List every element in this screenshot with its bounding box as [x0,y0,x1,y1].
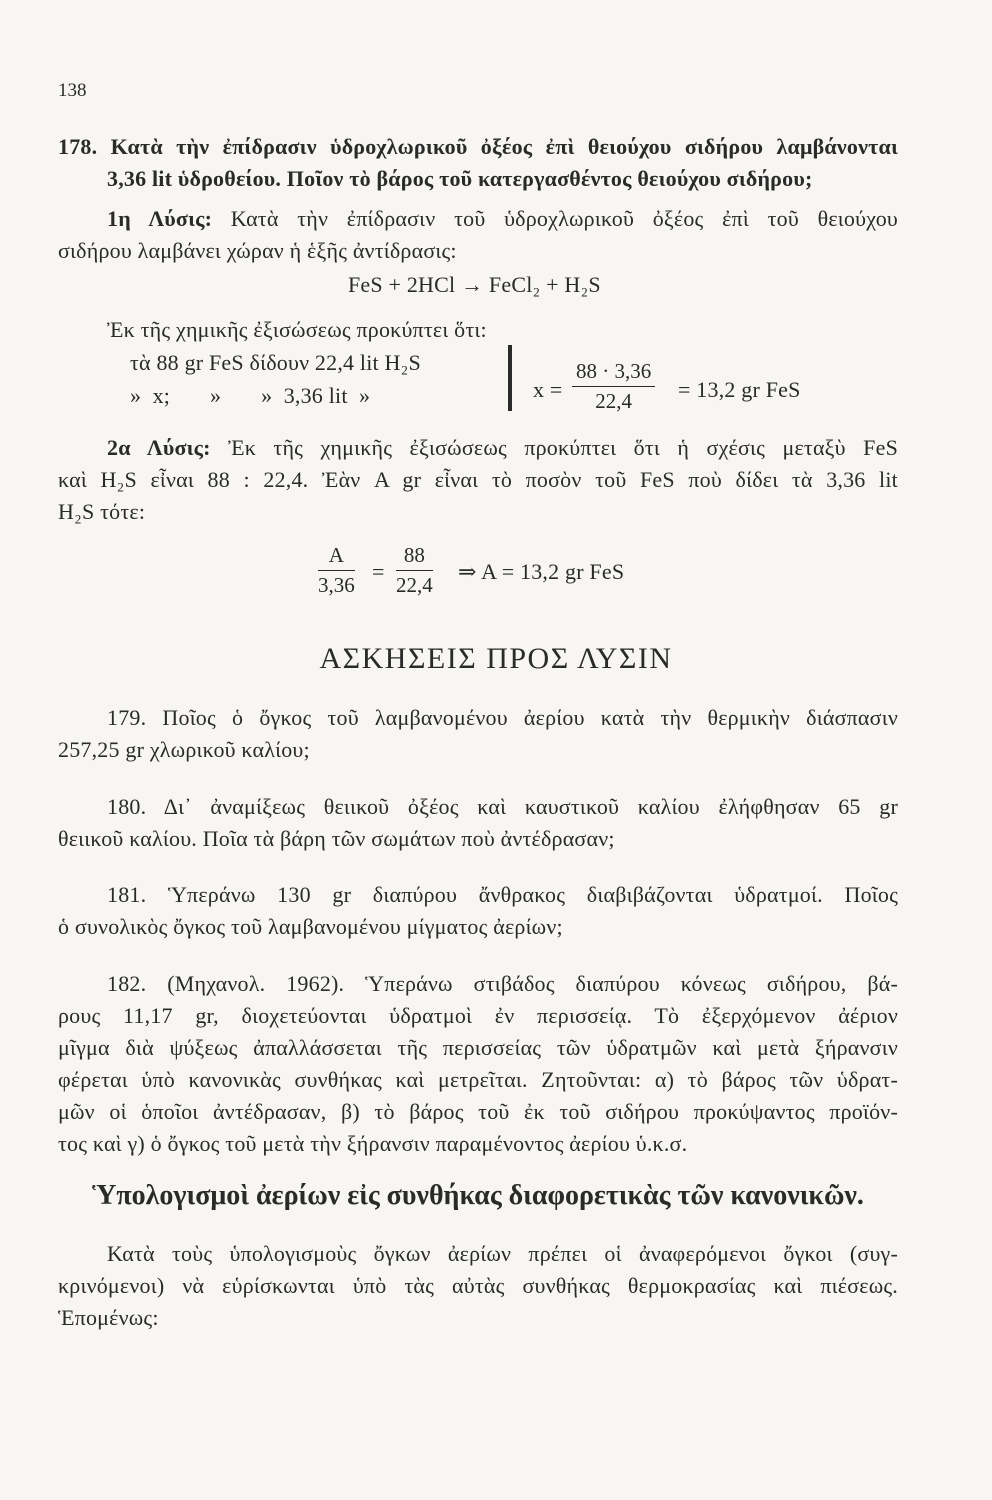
exercise-179-line-1: 179. Ποῖος ὁ ὄγκος τοῦ λαμβανομένου ἀερίου κατὰ τὴν θερμικὴν διάσπασιν [107,705,898,730]
exercise-180-line-2: θειικοῦ καλίου. Ποῖα τὰ βάρη τῶν σωμάτων ποὺ ἀντέδρασαν; [58,826,615,851]
exercise-182-line-3: μῖγμα διὰ ψύξεως ἀπαλλάσσεται τῆς περισσείας τῶν ὑδρατμῶν καὶ μετὰ ξήρανσιν [58,1035,898,1060]
fraction-a-numerator: A [318,543,355,571]
solution-2-label: 2α Λύσις: [107,435,211,460]
exercise-180-line-1: 180. Δι᾽ ἀναμίξεως θειικοῦ ὀξέος καὶ καυστικοῦ καλίου ἐλήφθησαν 65 gr [107,794,898,819]
solution-1-line-2: σιδήρου λαμβάνει χώραν ἡ ἑξῆς ἀντίδρασις: [58,238,457,263]
x-fraction [572,359,655,414]
page-number: 138 [58,80,87,101]
exercise-182-line-6: τος καὶ γ) ὁ ὄγκος τοῦ μετὰ τὴν ξήρανσιν παραμένοντος ἀερίου ὑ.κ.σ. [58,1131,688,1156]
exercise-179-line-2: 257,25 gr χλωρικοῦ καλίου; [58,737,310,762]
solution-2-text: Ἐκ τῆς χημικῆς ἐξισώσεως προκύπτει ὅτι ἡ σχέσις μεταξὺ FeS [228,435,899,460]
fraction-a-denominator: 3,36 [318,573,355,597]
solution-2-result: ⇒ A = 13,2 gr FeS [458,559,625,584]
solution-1-text: Κατὰ τὴν ἐπίδρασιν τοῦ ὑδροχλωρικοῦ ὀξέος ἐπὶ τοῦ θειούχου [230,206,898,231]
subsection-heading: Ὑπολογισμοὶ ἀερίων εἰς συνθήκας διαφορετικὰς τῶν κανονικῶν. [92,1180,864,1211]
x-fraction-numerator: 88 · 3,36 [572,359,655,387]
proportion-row-1: τὰ 88 gr FeS δίδουν 22,4 lit H₂S [130,350,421,375]
equals-sign: = [372,559,385,584]
fraction-a [318,543,355,598]
exercise-182-line-1: 182. (Μηχανολ. 1962). Ὑπεράνω στιβάδος διαπύρου κόνεως σιδήρου, βά- [107,971,898,996]
solution-1-line-1 [107,206,898,232]
x-equals: x = [533,377,563,402]
exercise-182-line-4: φέρεται ὑπὸ κανονικὰς συνθήκας καὶ μετρεῖται. Ζητοῦνται: α) τὸ βάρος τῶν ὑδρατ- [58,1067,898,1092]
proportion-divider [508,345,512,411]
proportion-row-2: » x; » » 3,36 lit » [130,383,371,408]
solution-1-intro: Ἐκ τῆς χημικῆς ἐξισώσεως προκύπτει ὅτι: [107,317,487,342]
solution-2-line-1 [107,435,898,461]
problem-178-line-2: 3,36 lit ὑδροθείου. Ποῖον τὸ βάρος τοῦ κατεργασθέντος θειούχου σιδήρου; [107,166,813,191]
fraction-88-numerator: 88 [396,543,433,571]
exercise-182-line-5: μῶν οἱ ὁποῖοι ἀντέδρασαν, β) τὸ βάρος τοῦ ἐκ τοῦ σιδήρου προκύψαντος προϊόν- [58,1099,898,1124]
fraction-88 [396,543,433,598]
exercise-181-line-1: 181. Ὑπεράνω 130 gr διαπύρου ἄνθρακος διαβιβάζονται ὑδρατμοί. Ποῖος [107,882,898,907]
solution-1-label: 1η Λύσις: [107,206,213,231]
exercise-182-line-2: ρους 11,17 gr, διοχετεύονται ὑδρατμοὶ ἐν περισσείᾳ. Τὸ ἐξερχόμενον ἀέριον [58,1003,898,1028]
solution-2-line-3: H₂S τότε: [58,499,146,524]
reaction-equation: FeS + 2HCl → FeCl₂ + H₂S [348,272,601,297]
fraction-88-denominator: 22,4 [396,573,433,597]
closing-line-1: Κατὰ τοὺς ὑπολογισμοὺς ὄγκων ἀερίων πρέπει οἱ ἀναφερόμενοι ὄγκοι (συγ- [107,1241,898,1266]
exercise-181-line-2: ὁ συνολικὸς ὄγκος τοῦ λαμβανομένου μίγματος ἀερίων; [58,914,563,939]
solution-2-line-2: καὶ H₂S εἶναι 88 : 22,4. Ἐὰν A gr εἶναι τὸ ποσὸν τοῦ FeS ποὺ δίδει τὰ 3,36 lit [58,467,898,492]
closing-line-2: κρινόμενοι) νὰ εὑρίσκωνται ὑπὸ τὰς αὐτὰς συνθήκας θερμοκρασίας καὶ πιέσεως. [58,1273,898,1298]
closing-line-3: Ἑπομένως: [58,1305,159,1330]
solution-1-result: = 13,2 gr FeS [678,377,801,402]
x-fraction-denominator: 22,4 [595,389,632,413]
section-heading: ΑΣΚΗΣΕΙΣ ΠΡΟΣ ΛΥΣΙΝ [319,642,673,675]
problem-178-line-1: 178. Κατὰ τὴν ἐπίδρασιν ὑδροχλωρικοῦ ὀξέος ἐπὶ θειούχου σιδήρου λαμβάνονται [58,134,898,159]
